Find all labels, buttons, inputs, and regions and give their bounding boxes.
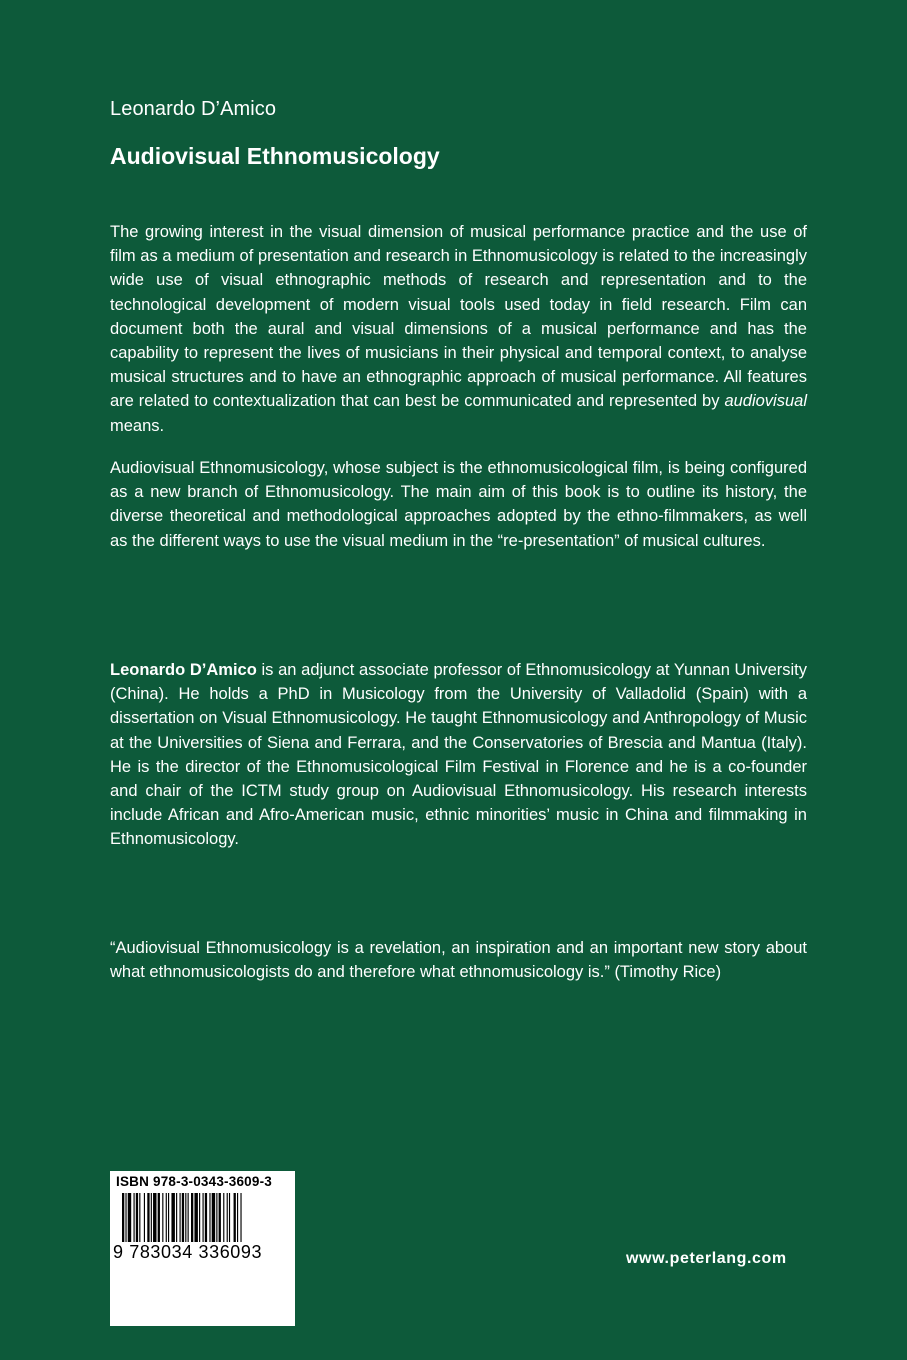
bio-text: is an adjunct associate professor of Ethnomusicology at Yunnan University (China). He holds a PhD in Musicology from the University of Valladolid (Spain) with a dissertation on Visual Ethnomusicology. He taught Ethnomusicology and Anthropology of Music at the Universities of Siena and Ferrara, and the Conservatories of Brescia and Mantua (Italy). He is the director of the Ethnomusicological Film Festival in Florence and he is a co-founder and chair of the ICTM study group on Audiovisual Ethnomusicology. His research interests include African and Afro-American music, ethnic minorities’ music in China and filmmaking in Ethnomusicology.	[110, 661, 807, 849]
bio-author-name: Leonardo D’Amico	[110, 661, 257, 679]
description-text-1b: means.	[110, 416, 165, 435]
isbn-barcode-box	[110, 1171, 295, 1326]
author-bio	[110, 658, 807, 852]
description-emphasis: audiovisual	[724, 392, 807, 411]
book-title: Audiovisual Ethnomusicology	[110, 143, 440, 169]
review-quote: “Audiovisual Ethnomusicology is a revelation, an inspiration and an important new story about what ethnomusicologists do and therefore what ethnomusicology is.” (Timothy Rice)	[110, 939, 807, 982]
author-name: Leonardo D’Amico	[110, 98, 277, 120]
barcode-digits: 9 783034 336093	[113, 1242, 263, 1262]
isbn-label: ISBN 978-3-0343-3609-3	[116, 1174, 272, 1189]
description-paragraph-1	[110, 220, 807, 438]
description-text-1a: The growing interest in the visual dimension of musical performance practice and the use of film as a medium of presentation and research in Ethnomusicology is related to the increasingly wide use of visual ethnographic methods of research and representation and to the technological development of modern visual tools used today in field research. Film can document both the aural and visual dimensions of a musical performance and has the capability to represent the lives of musicians in their physical and temporal context, to analyse musical structures and to have an ethnographic approach of musical performance. All features are related to contextualization that can best be communicated and represented by	[110, 223, 807, 411]
publisher-website: www.peterlang.com	[626, 1250, 787, 1267]
description-paragraph-2: Audiovisual Ethnomusicology, whose subject is the ethnomusicological film, is being configured as a new branch of Ethnomusicology. The main aim of this book is to outline its history, the diverse theoretical and methodological approaches adopted by the ethno-filmmakers, as well as the different ways to use the visual medium in the “re-presentation” of musical cultures.	[110, 459, 807, 550]
